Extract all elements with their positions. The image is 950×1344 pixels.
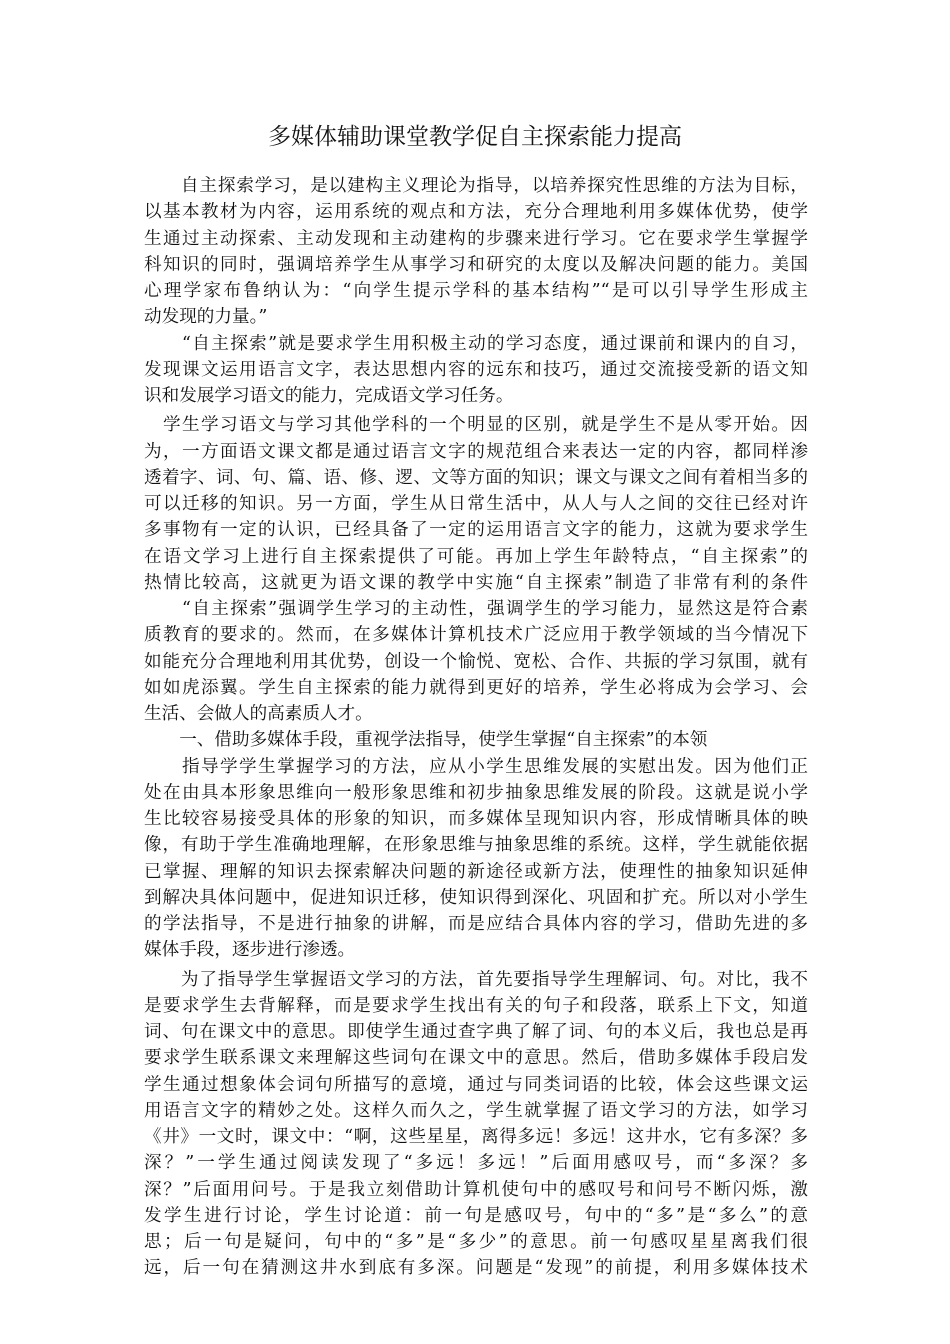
text-line: 自主探索学习，是以建构主义理论为指导，以培养探究性思维的方法为目标， <box>144 176 808 196</box>
text-line: 是要求学生去背解释，而是要求学生找出有关的句子和段落，联系上下文，知道 <box>144 995 808 1016</box>
text-line: 心理学家布鲁纳认为：“向学生提示学科的基本结构”“是可以引导学生形成主 <box>144 281 808 301</box>
text-line: 到解决具体问题中，促进知识迁移，使知识得到深化、巩固和扩充。所以对小学生 <box>144 887 808 908</box>
text-line: 为了指导学生掌握语文学习的方法，首先要指导学生理解词、句。对比，我不 <box>144 969 808 990</box>
text-line: 热情比较高，这就更为语文课的教学中实施“自主探索”制造了非常有利的条件 <box>144 572 808 593</box>
text-line: 如能充分合理地利用其优势，创设一个愉悦、宽松、合作、共振的学习氛围，就有 <box>144 651 808 672</box>
text-line: 发现课文运用语言文字，表达思想内容的远东和技巧，通过交流接受新的语文知 <box>144 359 808 380</box>
text-line: 动发现的力量。” <box>144 307 268 328</box>
text-line: 生比较容易接受具体的形象的知识，而多媒体呈现知识内容，形成情晰具体的映 <box>144 809 808 829</box>
text-line: 一、借助多媒体手段，重视学法指导，使学生掌握“自主探索”的本领 <box>144 730 708 751</box>
text-line: 生通过主动探索、主动发现和主动建构的步骤来进行学习。它在要求学生掌握学 <box>144 228 808 249</box>
text-line: “自主探索”强调学生学习的主动性，强调学生的学习能力，显然这是符合素 <box>144 599 808 619</box>
text-line: 已掌握、理解的知识去探索解决问题的新途径或新方法，使理性的抽象知识延伸 <box>144 861 808 882</box>
text-line: 的学法指导，不是进行抽象的讲解，而是应结合具体内容的学习，借助先进的多 <box>144 914 808 934</box>
text-line: 识和发展学习语文的能力，完成语文学习任务。 <box>144 386 514 406</box>
text-line: 学生学习语文与学习其他学科的一个明显的区别，就是学生不是从零开始。因 <box>144 415 808 436</box>
text-line: 发学生进行讨论，学生讨论道：前一句是感叹号，句中的“多”是“多么”的意 <box>144 1205 808 1226</box>
text-line: 可以迁移的知识。另一方面，学生从日常生活中，从人与人之间的交往已经对许 <box>144 494 808 514</box>
text-line: 用语言文字的精妙之处。这样久而久之，学生就掌握了语文学习的方法，如学习 <box>144 1100 808 1121</box>
text-line: 思；后一句是疑问，句中的“多”是“多少”的意思。前一句感叹星星离我们很 <box>144 1232 808 1252</box>
text-line: 处在由具本形象思维向一般形象思维和初步抽象思维发展的阶段。这就是说小学 <box>144 782 808 803</box>
text-line: 学生通过想象体会词句所描写的意境，通过与同类词语的比较，体会这些课文运 <box>144 1074 808 1095</box>
body-text <box>144 173 808 1282</box>
text-line: 深？”后面用问号。于是我立刻借助计算机使句中的感叹号和问号不断闪烁，激 <box>144 1179 808 1200</box>
text-line: 科知识的同时，强调培养学生从事学习和研究的太度以及解决问题的能力。美国 <box>144 254 808 275</box>
text-line: 《井》一文时，课文中：“啊，这些星星，离得多远！多远！这井水，它有多深？多 <box>144 1127 808 1147</box>
text-line: 要求学生联系课文来理解这些词句在课文中的意思。然后，借助多媒体手段启发 <box>144 1048 808 1069</box>
text-line: 如如虎添翼。学生自主探索的能力就得到更好的培养，学生必将成为会学习、会 <box>144 677 808 698</box>
text-line: 像，有助于学生准确地理解，在形象思维与抽象思维的系统。这样，学生就能依据 <box>144 835 808 856</box>
text-line: 远，后一句在猜测这井水到底有多深。问题是“发现”的前提，利用多媒体技术 <box>144 1258 808 1279</box>
text-line: 为，一方面语文课文都是通过语言文字的规范组合来表达一定的内容，都同样渗 <box>144 441 808 462</box>
text-line: 生活、会做人的高素质人才。 <box>144 704 373 724</box>
text-line: 透着字、词、句、篇、语、修、逻、文等方面的知识；课文与课文之间有着相当多的 <box>144 467 808 488</box>
text-line: 指导学学生掌握学习的方法，应从小学生思维发展的实慰出发。因为他们正 <box>144 756 808 777</box>
text-line: 深？”一学生通过阅读发现了“多远！多远！”后面用感叹号，而“多深？多 <box>144 1153 808 1174</box>
text-line: 媒体手段，逐步进行渗透。 <box>144 940 356 961</box>
text-line: 在语文学习上进行自主探索提供了可能。再加上学生年龄特点，“自主探索”的 <box>144 546 808 567</box>
text-line: 以基本教材为内容，运用系统的观点和方法，充分合理地利用多媒体优势，使学 <box>144 202 808 223</box>
text-line: “自主探索”就是要求学生用积极主动的学习态度，通过课前和课内的自习， <box>144 333 808 354</box>
text-line: 质教育的要求的。然而，在多媒体计算机技术广泛应用于教学领域的当今情况下 <box>144 625 808 646</box>
text-line: 词、句在课文中的意思。即使学生通过查字典了解了词、句的本义后，我也总是再 <box>144 1022 808 1042</box>
text-line: 多事物有一定的认识，已经具备了一定的运用语言文字的能力，这就为要求学生 <box>144 520 808 541</box>
page-title: 多媒体辅助课堂教学促自主探索能力提高 <box>268 124 682 150</box>
